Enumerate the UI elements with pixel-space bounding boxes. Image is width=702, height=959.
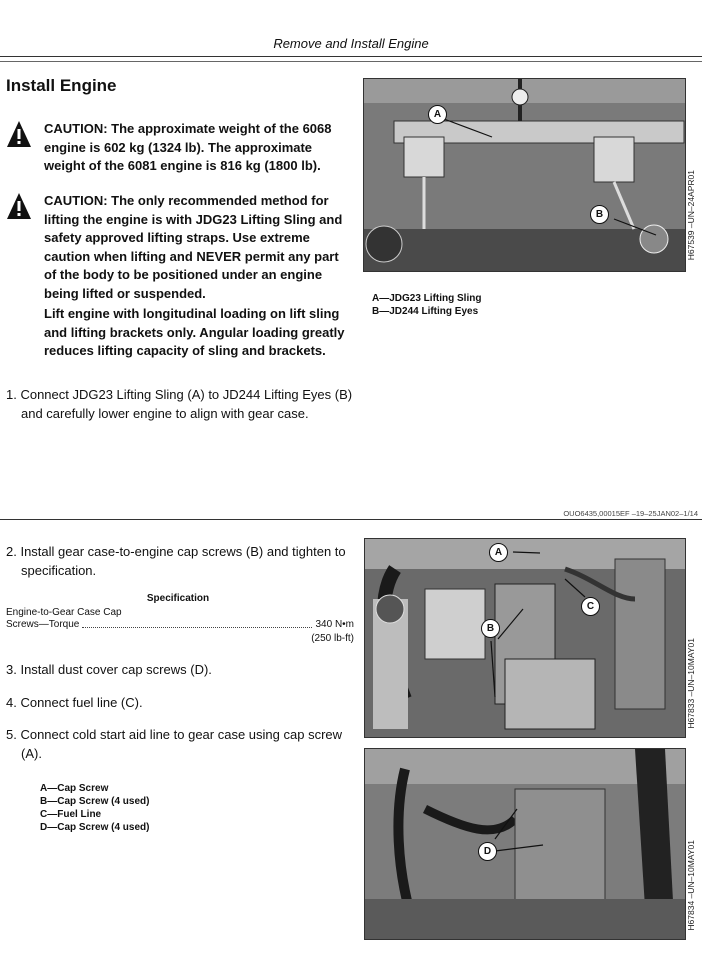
step-2: 2. Install gear case-to-engine cap screws (B) and tighten to specification. — [6, 544, 346, 578]
engine-lift-photo — [363, 78, 686, 272]
photo-3-code: H67834 –UN–10MAY01 — [686, 840, 696, 931]
caution-note: Lift engine with longitudinal loading on lift sling and lifting brackets only. Angular loading greatly reduces lifting capacity of sling and brackets. — [44, 306, 345, 358]
gear-case-photo — [364, 538, 686, 738]
callout-d: D — [478, 842, 497, 861]
callout-b: B — [481, 619, 500, 638]
spec-alt-value: (250 lb-ft) — [311, 633, 354, 644]
legend-item: B—Cap Screw (4 used) — [40, 796, 150, 807]
dust-cover-illustration — [365, 749, 685, 939]
spec-heading: Specification — [146, 593, 210, 604]
warning-icon — [6, 120, 38, 150]
step-4: 4. Connect fuel line (C). — [6, 695, 143, 710]
caution-block-2 — [6, 192, 350, 303]
section-2-legend — [40, 782, 149, 834]
photo-1-code: H67539 –UN–24APR01 — [686, 170, 696, 261]
header-rule — [0, 56, 702, 57]
header-rule-2 — [0, 61, 702, 62]
spec-value: 340 N•m — [315, 619, 354, 630]
gear-case-illustration — [365, 539, 685, 737]
dust-cover-photo — [364, 748, 686, 940]
engine-lift-illustration — [364, 79, 685, 271]
footer-reference: OUO6435,00015EF –19–25JAN02–1/14 — [563, 509, 698, 518]
step-1: 1. Connect JDG23 Lifting Sling (A) to JD244 Lifting Eyes (B) and carefully lower engine to align with gear case. — [6, 387, 353, 421]
step-5: 5. Connect cold start aid line to gear case using cap screw (A). — [6, 727, 343, 761]
callout-a: A — [428, 105, 447, 124]
photo-2-code: H67833 –UN–10MAY01 — [686, 638, 696, 729]
section-rule — [0, 519, 702, 520]
legend-item: D—Cap Screw (4 used) — [40, 822, 150, 833]
legend-item: A—Cap Screw — [40, 783, 109, 794]
callout-a: A — [489, 543, 508, 562]
legend-item: B—JD244 Lifting Eyes — [372, 306, 479, 317]
photo-1-legend — [372, 292, 481, 318]
warning-icon — [6, 192, 38, 222]
spec-label: Screws—Torque — [6, 619, 80, 630]
legend-item: A—JDG23 Lifting Sling — [372, 293, 482, 304]
spec-row — [6, 618, 354, 631]
step-3: 3. Install dust cover cap screws (D). — [6, 662, 212, 677]
spec-line-1: Engine-to-Gear Case Cap — [6, 607, 122, 618]
section-heading: Install Engine — [6, 76, 117, 95]
caution-block-1 — [6, 120, 350, 176]
spec-leader-dots — [82, 627, 312, 628]
page-header: Remove and Install Engine — [273, 36, 429, 51]
callout-c: C — [581, 597, 600, 616]
legend-item: C—Fuel Line — [40, 809, 102, 820]
caution-text-1: CAUTION: The approximate weight of the 6068 engine is 602 kg (1324 lb). The approximate weight of the 6081 engine is 816 kg (1800 lb). — [44, 121, 332, 173]
callout-b: B — [590, 205, 609, 224]
caution-text-2: CAUTION: The only recommended method for lifting the engine is with JDG23 Lifting Sling and safety approved lifting straps. Use extreme caution when lifting and NEVER permit any part of the body to be positioned under an engine being lifted or suspended. — [44, 193, 343, 301]
